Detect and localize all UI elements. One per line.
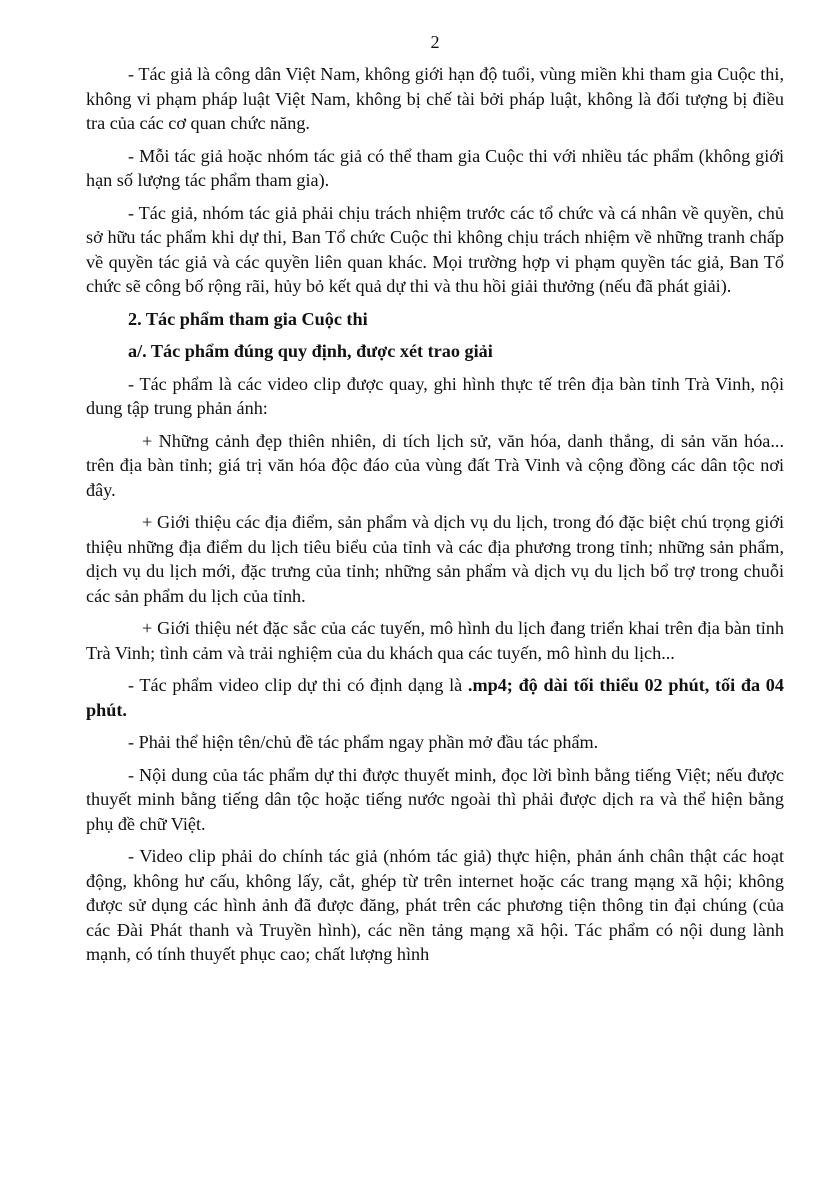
paragraph-narration-language: - Nội dung của tác phẩm dự thi được thuyết minh, đọc lời bình bằng tiếng Việt; nếu được thuyết minh bằng tiếng dân tộc hoặc tiếng nước ngoài thì phải được dịch ra và thể hiện bằng phụ đề chữ Việt. bbox=[86, 764, 784, 834]
page-number: 2 bbox=[430, 32, 440, 52]
paragraph-originality: - Video clip phải do chính tác giả (nhóm tác giả) thực hiện, phản ánh chân thật các hoạt động, không hư cấu, không lấy, cắt, ghép từ trên internet hoặc các trang mạng xã hội; không được sử dụng các hình ảnh đã được đăng, phát trên các phương tiện thông tin đại chúng (của các Đài Phát thanh và Truyền hình), các nền tảng mạng xã hội. Tác phẩm có nội dung lành mạnh, có tính thuyết phục cao; chất lượng hình bbox=[86, 846, 784, 964]
paragraph-video-format bbox=[86, 673, 784, 722]
paragraph-author-eligibility: - Tác giả là công dân Việt Nam, không giới hạn độ tuổi, vùng miền khi tham gia Cuộc thi, không vi phạm pháp luật Việt Nam, không bị chế tài bởi pháp luật, không là đối tượng bị điều tra của các cơ quan chức năng. bbox=[86, 64, 784, 133]
section-heading-entries: 2. Tác phẩm tham gia Cuộc thi bbox=[128, 308, 368, 329]
document-page bbox=[86, 30, 784, 975]
video-format-bold: .mp4; độ dài tối thiểu 02 phút, tối đa 04 phút. bbox=[86, 675, 784, 720]
paragraph-video-content: - Tác phẩm là các video clip được quay, ghi hình thực tế trên địa bàn tỉnh Trà Vinh, nội dung tập trung phản ánh: bbox=[86, 373, 784, 418]
paragraph-multiple-entries: - Mỗi tác giả hoặc nhóm tác giả có thể tham gia Cuộc thi với nhiều tác phẩm (không giới hạn số lượng tác phẩm tham gia). bbox=[86, 145, 784, 190]
subsection-heading-valid-entries: a/. Tác phẩm đúng quy định, được xét trao giải bbox=[128, 341, 493, 361]
paragraph-copyright-responsibility: - Tác giả, nhóm tác giả phải chịu trách nhiệm trước các tổ chức và cá nhân về quyền, chủ sở hữu tác phẩm khi dự thi, Ban Tổ chức Cuộc thi không chịu trách nhiệm về những tranh chấp về quyền tác giả và các quyền liên quan khác. Mọi trường hợp vi phạm quyền tác giả, Ban Tổ chức sẽ công bố rộng rãi, hủy bỏ kết quả dự thi và thu hồi giải thưởng (nếu đã phát giải). bbox=[86, 202, 784, 296]
video-format-text: - Tác phẩm video clip dự thi có định dạng là bbox=[128, 675, 468, 695]
bullet-scenery: + Những cảnh đẹp thiên nhiên, di tích lịch sử, văn hóa, danh thắng, di sản văn hóa... trên địa bàn tỉnh; giá trị văn hóa độc đáo của vùng đất Trà Vinh và cộng đồng các dân tộc nơi đây. bbox=[86, 430, 784, 500]
paragraph-title-requirement: - Phải thể hiện tên/chủ đề tác phẩm ngay phần mở đầu tác phẩm. bbox=[128, 732, 599, 752]
bullet-tourism-sites: + Giới thiệu các địa điểm, sản phẩm và dịch vụ du lịch, trong đó đặc biệt chú trọng giới thiệu những địa điểm du lịch tiêu biểu của tỉnh và các địa phương trong tỉnh; những sản phẩm, dịch vụ du lịch mới, đặc trưng của tỉnh; những sản phẩm và dịch vụ du lịch bổ trợ trong chuỗi các sản phẩm du lịch của tỉnh. bbox=[86, 512, 784, 606]
bullet-tourism-routes: + Giới thiệu nét đặc sắc của các tuyến, mô hình du lịch đang triển khai trên địa bàn tỉnh Trà Vinh; tình cảm và trải nghiệm của du khách qua các tuyến, mô hình du lịch... bbox=[86, 618, 784, 663]
